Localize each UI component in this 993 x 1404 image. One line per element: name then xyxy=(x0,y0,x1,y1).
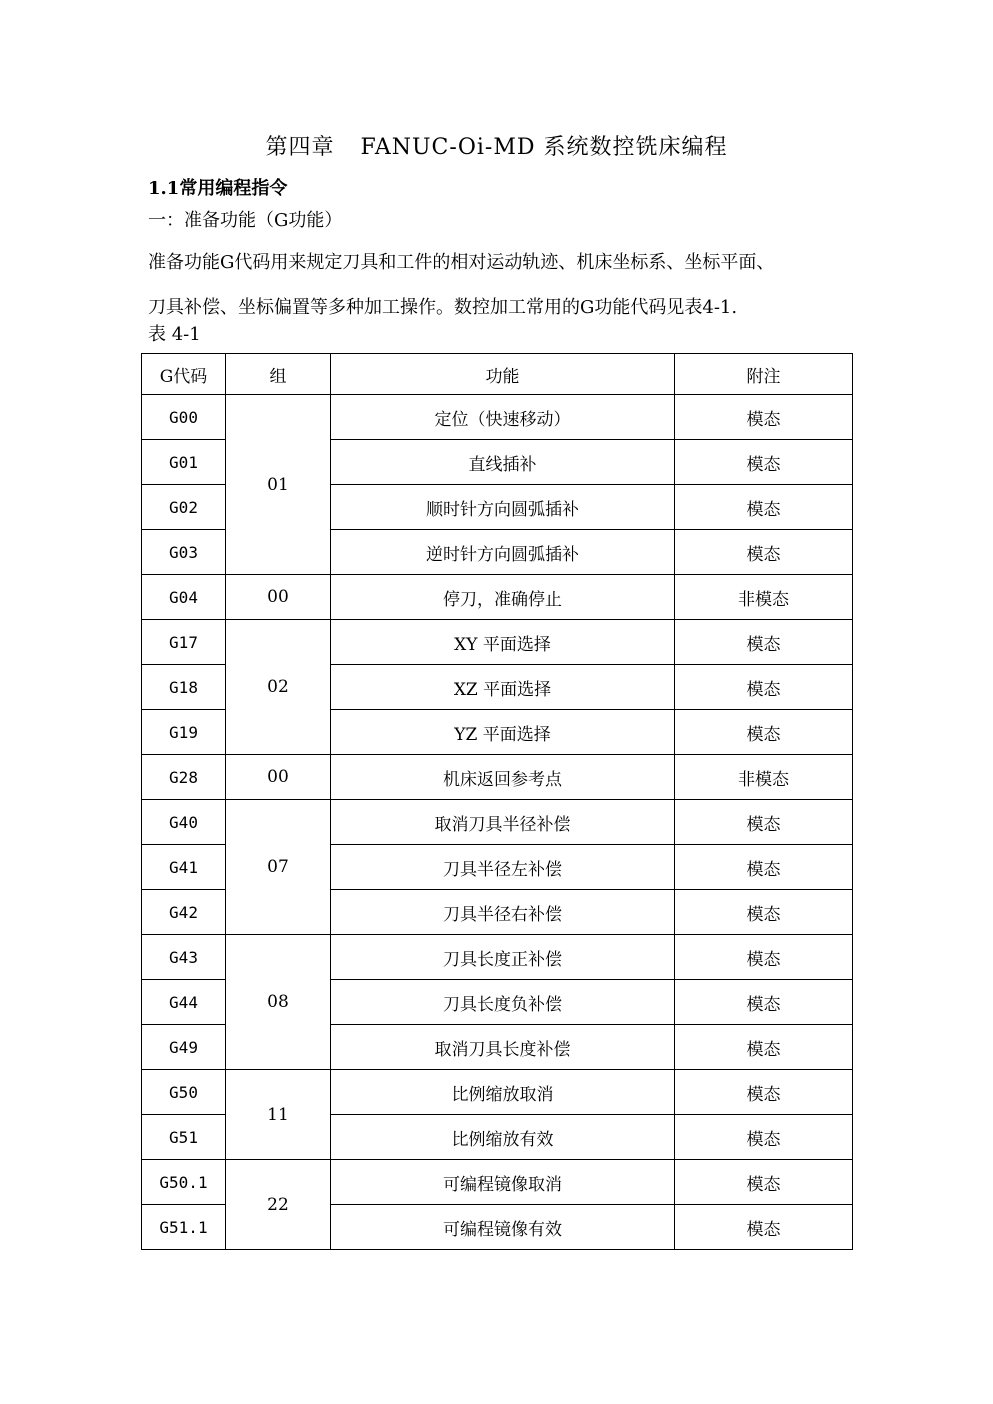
g-code-cell: G51 xyxy=(142,1115,226,1160)
function-cell: 定位（快速移动） xyxy=(331,395,675,440)
group-cell: 11 xyxy=(226,1070,331,1160)
g-code-cell: G28 xyxy=(142,755,226,800)
g-code-cell: G50.1 xyxy=(142,1160,226,1205)
function-cell: 比例缩放有效 xyxy=(331,1115,675,1160)
function-cell: 取消刀具长度补偿 xyxy=(331,1025,675,1070)
table-row xyxy=(142,620,853,665)
note-cell: 模态 xyxy=(675,620,853,665)
header-g-code: G代码 xyxy=(142,354,226,395)
g-code-cell: G50 xyxy=(142,1070,226,1115)
subsection-heading: 一：准备功能（G功能） xyxy=(148,210,343,231)
table-row xyxy=(142,1070,853,1115)
paragraph-line: 准备功能G代码用来规定刀具和工件的相对运动轨迹、机床坐标系、坐标平面、 xyxy=(148,252,775,273)
note-cell: 模态 xyxy=(675,665,853,710)
intro-paragraph xyxy=(148,240,853,330)
g-code-cell: G17 xyxy=(142,620,226,665)
g-code-cell: G41 xyxy=(142,845,226,890)
g-code-cell: G01 xyxy=(142,440,226,485)
table-header-row xyxy=(142,354,853,395)
g-code-cell: G19 xyxy=(142,710,226,755)
function-cell: 机床返回参考点 xyxy=(331,755,675,800)
table-row xyxy=(142,395,853,440)
group-cell: 00 xyxy=(226,575,331,620)
note-cell: 模态 xyxy=(675,1115,853,1160)
function-cell: 刀具半径左补偿 xyxy=(331,845,675,890)
function-cell: 可编程镜像取消 xyxy=(331,1160,675,1205)
function-cell: 刀具半径右补偿 xyxy=(331,890,675,935)
function-cell: 刀具长度正补偿 xyxy=(331,935,675,980)
g-code-cell: G51.1 xyxy=(142,1205,226,1250)
function-cell: XY 平面选择 xyxy=(331,620,675,665)
chapter-title xyxy=(0,130,993,161)
g-code-cell: G00 xyxy=(142,395,226,440)
g-code-table xyxy=(141,353,853,1250)
table-body xyxy=(142,395,853,1250)
function-cell: 比例缩放取消 xyxy=(331,1070,675,1115)
note-cell: 模态 xyxy=(675,800,853,845)
g-code-cell: G02 xyxy=(142,485,226,530)
note-cell: 模态 xyxy=(675,890,853,935)
g-code-cell: G49 xyxy=(142,1025,226,1070)
note-cell: 模态 xyxy=(675,1160,853,1205)
g-code-cell: G04 xyxy=(142,575,226,620)
table-caption: 表 4-1 xyxy=(148,324,201,345)
function-cell: 取消刀具半径补偿 xyxy=(331,800,675,845)
note-cell: 模态 xyxy=(675,1025,853,1070)
header-function: 功能 xyxy=(331,354,675,395)
note-cell: 模态 xyxy=(675,935,853,980)
group-cell: 01 xyxy=(226,395,331,575)
group-cell: 00 xyxy=(226,755,331,800)
note-cell: 模态 xyxy=(675,530,853,575)
table-row xyxy=(142,575,853,620)
table-row xyxy=(142,755,853,800)
header-note: 附注 xyxy=(675,354,853,395)
note-cell: 模态 xyxy=(675,485,853,530)
function-cell: YZ 平面选择 xyxy=(331,710,675,755)
note-cell: 模态 xyxy=(675,710,853,755)
function-cell: 停刀，准确停止 xyxy=(331,575,675,620)
function-cell: 顺时针方向圆弧插补 xyxy=(331,485,675,530)
table-row xyxy=(142,1160,853,1205)
chapter-name: FANUC-Oi-MD 系统数控铣床编程 xyxy=(360,135,728,160)
group-cell: 22 xyxy=(226,1160,331,1250)
note-cell: 非模态 xyxy=(675,755,853,800)
g-code-cell: G44 xyxy=(142,980,226,1025)
g-code-cell: G43 xyxy=(142,935,226,980)
group-cell: 07 xyxy=(226,800,331,935)
note-cell: 模态 xyxy=(675,395,853,440)
note-cell: 非模态 xyxy=(675,575,853,620)
g-code-cell: G40 xyxy=(142,800,226,845)
g-code-cell: G42 xyxy=(142,890,226,935)
group-cell: 02 xyxy=(226,620,331,755)
g-code-cell: G18 xyxy=(142,665,226,710)
section-heading: 1.1常用编程指令 xyxy=(148,178,288,199)
table-row xyxy=(142,935,853,980)
function-cell: 刀具长度负补偿 xyxy=(331,980,675,1025)
note-cell: 模态 xyxy=(675,845,853,890)
paragraph-line: 刀具补偿、坐标偏置等多种加工操作。数控加工常用的G功能代码见表4-1. xyxy=(148,297,738,318)
table-row xyxy=(142,800,853,845)
header-group: 组 xyxy=(226,354,331,395)
note-cell: 模态 xyxy=(675,1070,853,1115)
function-cell: 逆时针方向圆弧插补 xyxy=(331,530,675,575)
g-code-cell: G03 xyxy=(142,530,226,575)
note-cell: 模态 xyxy=(675,980,853,1025)
note-cell: 模态 xyxy=(675,440,853,485)
chapter-number: 第四章 xyxy=(265,135,335,160)
group-cell: 08 xyxy=(226,935,331,1070)
note-cell: 模态 xyxy=(675,1205,853,1250)
function-cell: 可编程镜像有效 xyxy=(331,1205,675,1250)
function-cell: XZ 平面选择 xyxy=(331,665,675,710)
function-cell: 直线插补 xyxy=(331,440,675,485)
